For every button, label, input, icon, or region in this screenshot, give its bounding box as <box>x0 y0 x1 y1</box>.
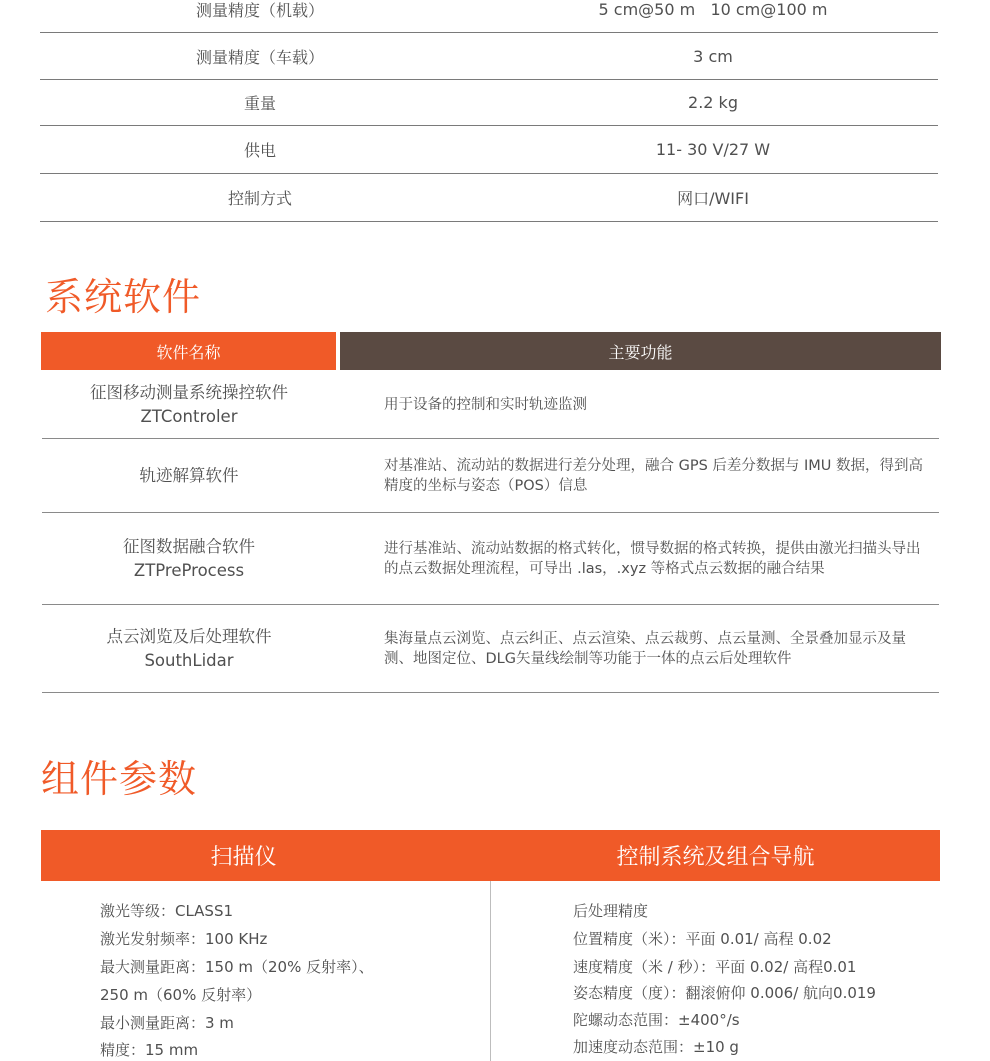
control-param: 陀螺动态范围：±400°/s <box>573 1011 740 1029</box>
scanner-param: 最大测量距离：150 m（20% 反射率）、 <box>100 958 374 976</box>
software-name <box>42 439 336 512</box>
software-name-cn: 征图数据融合软件 <box>123 536 255 556</box>
spec-row <box>40 174 938 222</box>
components-header-bar <box>41 830 940 881</box>
software-row <box>42 513 939 605</box>
software-name-header: 软件名称 <box>41 332 336 370</box>
software-row <box>42 605 939 693</box>
scanner-param: 250 m（60% 反射率） <box>100 986 262 1004</box>
spec-value: 5 cm@50 m 10 cm@100 m <box>598 0 828 19</box>
software-row <box>42 372 939 439</box>
software-name-cn: 征图移动测量系统操控软件 <box>90 383 288 402</box>
components-section-title: 组件参数 <box>41 757 198 801</box>
spec-value: 2.2 kg <box>688 93 738 112</box>
spec-row <box>40 126 938 174</box>
software-func: 集海量点云浏览、点云纠正、点云渲染、点云裁剪、点云量测、全景叠加显示及量测、地图定位、DLG矢量线绘制等功能于一体的点云后处理软件 <box>384 630 906 667</box>
spec-value: 3 cm <box>693 46 733 66</box>
software-name <box>42 605 336 692</box>
spec-key: 控制方式 <box>227 189 292 208</box>
software-section-title: 系统软件 <box>45 275 202 319</box>
spec-row <box>40 0 938 33</box>
spec-key: 重量 <box>243 94 276 113</box>
control-param: 姿态精度（度）：翻滚俯仰 0.006/ 航向0.019 <box>573 984 876 1002</box>
control-param: 速度精度（米 / 秒）：平面 0.02/ 高程0.01 <box>573 958 857 976</box>
software-name-en: ZTControler <box>140 407 238 426</box>
spec-value: 11- 30 V/27 W <box>655 140 771 159</box>
scanner-param: 最小测量距离：3 m <box>100 1014 234 1032</box>
control-param: 位置精度（米）：平面 0.01/ 高程 0.02 <box>573 930 832 948</box>
scanner-param: 精度：15 mm <box>100 1041 199 1059</box>
scanner-header: 扫描仪 <box>210 845 277 870</box>
spec-key: 测量精度（车载） <box>195 47 324 67</box>
spec-row <box>40 33 938 80</box>
software-row <box>42 439 939 513</box>
software-name-en: SouthLidar <box>144 650 234 670</box>
software-name <box>42 372 336 438</box>
spec-key: 供电 <box>243 141 276 160</box>
control-system-header: 控制系统及组合导航 <box>616 845 815 870</box>
column-divider <box>490 881 491 1061</box>
spec-value: 网口/WIFI <box>677 189 749 208</box>
software-name-cn: 点云浏览及后处理软件 <box>106 626 272 646</box>
spec-row <box>40 80 938 126</box>
spec-key: 测量精度（机载） <box>195 0 324 20</box>
software-func-header: 主要功能 <box>340 332 941 370</box>
software-func: 进行基准站、流动站数据的格式转化，惯导数据的格式转换，提供由激光扫描头导出的点云数据处理流程，可导出 .las，.xyz 等格式点云数据的融合结果 <box>384 540 921 577</box>
software-func: 用于设备的控制和实时轨迹监测 <box>384 397 587 413</box>
software-name <box>42 513 336 604</box>
software-name-cn: 轨迹解算软件 <box>139 465 239 485</box>
scanner-param: 激光发射频率：100 KHz <box>100 930 268 948</box>
scanner-param: 激光等级：CLASS1 <box>100 902 234 920</box>
control-param: 后处理精度 <box>573 902 649 920</box>
control-param: 加速度动态范围：±10 g <box>573 1038 739 1056</box>
software-name-en: ZTPreProcess <box>133 560 245 580</box>
software-func: 对基准站、流动站的数据进行差分处理，融合 GPS 后差分数据与 IMU 数据，得到高精度的坐标与姿态（POS）信息 <box>384 457 924 494</box>
